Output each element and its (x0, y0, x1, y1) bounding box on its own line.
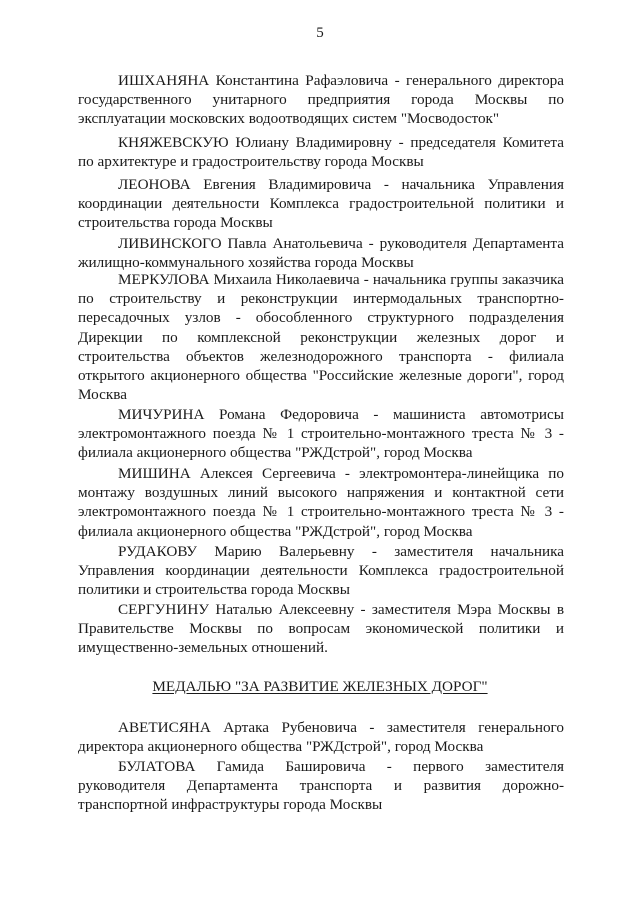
award-entry-leonov: ЛЕОНОВА Евгения Владимировича - начальника Управления координации деятельности Комплекса градостроительной политики и строительства города Москвы (78, 176, 564, 232)
award-entry-bulatov: БУЛАТОВА Гамида Башировича - первого заместителя руководителя Департамента транспорта и развития дорожно-транспортной инфраструктуры города Москвы (78, 758, 564, 814)
award-entry-sergunina: СЕРГУНИНУ Наталью Алексеевну - заместителя Мэра Москвы в Правительстве Москвы по вопросам экономической политики и имущественно-земельных отношений. (78, 601, 564, 657)
medal-heading: МЕДАЛЬЮ "ЗА РАЗВИТИЕ ЖЕЛЕЗНЫХ ДОРОГ" (152, 678, 488, 695)
award-entry-avetisyan: АВЕТИСЯНА Артака Рубеновича - заместителя генерального директора акционерного общества "РЖДстрой", город Москва (78, 719, 564, 756)
award-entry-livinsky: ЛИВИНСКОГО Павла Анатольевича - руководителя Департамента жилищно-коммунального хозяйства города Москвы (78, 235, 564, 272)
award-entry-mishin: МИШИНА Алексея Сергеевича - электромонтера-линейщика по монтажу воздушных линий высокого напряжения и контактной сети электромонтажного поезда № 1 строительно-монтажного треста № 3 - филиала акционерного общества "РЖДстрой", город Москва (78, 465, 564, 540)
page-number: 5 (316, 25, 324, 41)
award-entry-knyazhevskaya: КНЯЖЕВСКУЮ Юлиану Владимировну - председателя Комитета по архитектуре и градостроительству города Москвы (78, 134, 564, 171)
award-entry-rudakova: РУДАКОВУ Марию Валерьевну - заместителя начальника Управления координации деятельности Комплекса градостроительной политики и строительства города Москвы (78, 543, 564, 599)
award-entry-ishkhanyan: ИШХАНЯНА Константина Рафаэловича - генерального директора государственного унитарного предприятия города Москвы по эксплуатации московских водоотводящих систем "Мосводосток" (78, 72, 564, 128)
award-entry-merkulov: МЕРКУЛОВА Михаила Николаевича - начальника группы заказчика по строительству и реконструкции интермодальных транспортно-пересадочных узлов - обособленного структурного подразделения Дирекции по комплексной реконструкции железных дорог и строительства объектов железнодорожного транспорта - филиала открытого акционерного общества "Российские железные дороги", город Москва (78, 271, 564, 404)
award-entry-michurin: МИЧУРИНА Романа Федоровича - машиниста автомотрисы электромонтажного поезда № 1 строительно-монтажного треста № 3 - филиала акционерного общества "РЖДстрой", город Москва (78, 406, 564, 462)
